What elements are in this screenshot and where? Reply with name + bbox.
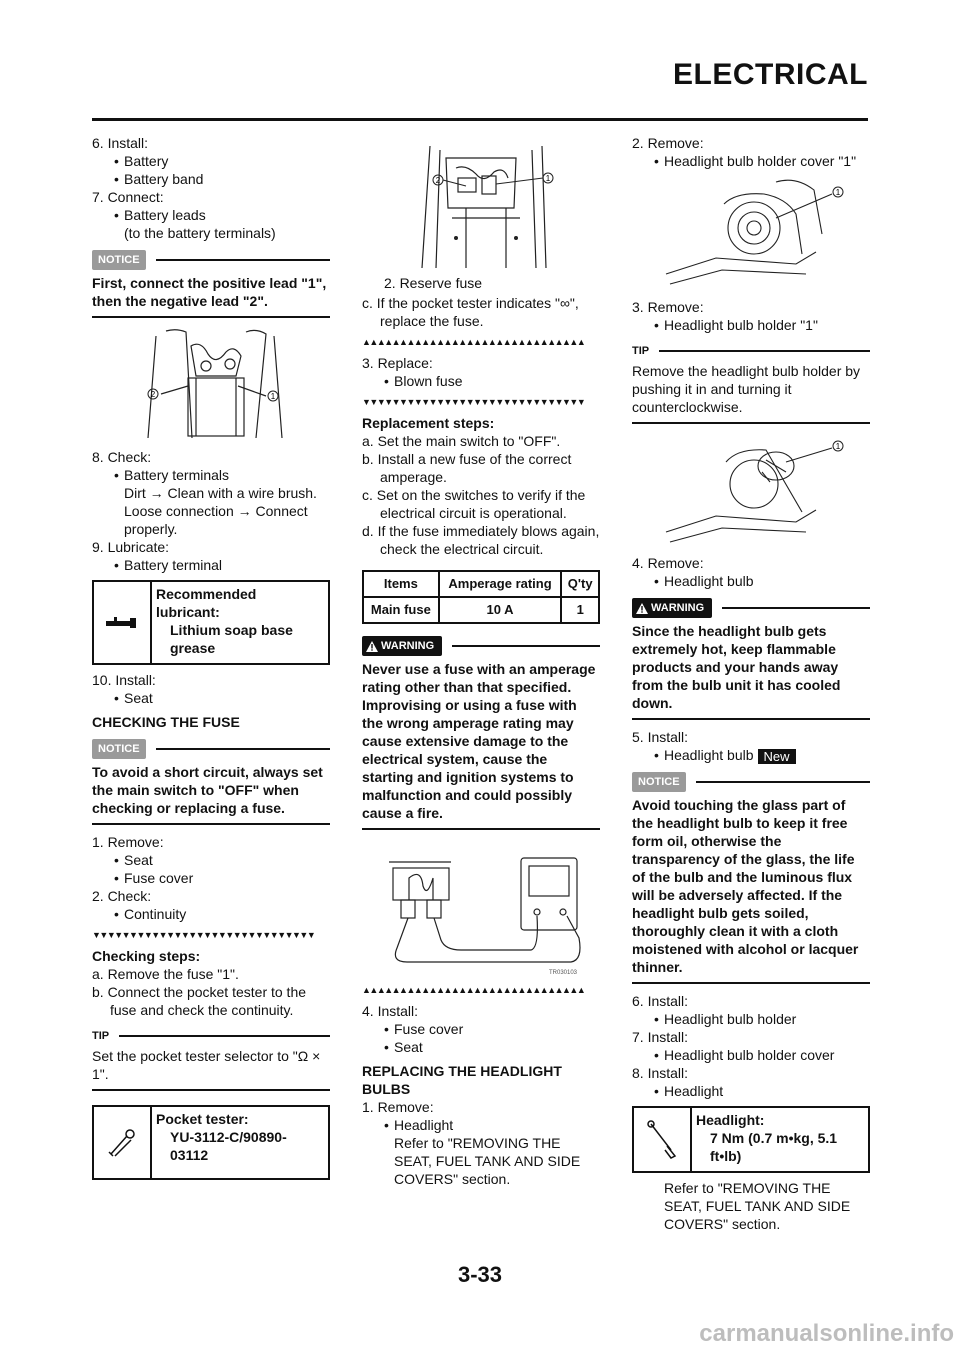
triangle-divider-up: ▲▲▲▲▲▲▲▲▲▲▲▲▲▲▲▲▲▲▲▲▲▲▲▲▲▲▲▲▲▲ bbox=[362, 985, 585, 995]
spec-title: Recommended lubricant: bbox=[156, 586, 257, 620]
step-1: 1. Remove: bbox=[92, 834, 164, 850]
headlight-cover-figure bbox=[646, 174, 856, 294]
step-7: 7. Install: bbox=[632, 1029, 689, 1045]
list-item: • Battery leads bbox=[92, 206, 330, 224]
list-sub: Dirt → Clean with a wire brush. bbox=[124, 485, 317, 501]
notice-text: To avoid a short circuit, always set the main switch to "OFF" when checking or replacing a fuse. bbox=[92, 759, 330, 825]
table-header: Items bbox=[363, 571, 439, 597]
triangle-divider-up: ▲▲▲▲▲▲▲▲▲▲▲▲▲▲▲▲▲▲▲▲▲▲▲▲▲▲▲▲▲▲ bbox=[362, 337, 585, 347]
pocket-tester-icon bbox=[94, 1107, 152, 1178]
spec-value: 7 Nm (0.7 m•kg, 5.1 ft•lb) bbox=[710, 1130, 838, 1164]
fuse-table bbox=[362, 570, 600, 624]
figure-label: 2 bbox=[150, 390, 156, 399]
triangle-divider-down: ▼▼▼▼▼▼▼▼▼▼▼▼▼▼▼▼▼▼▼▼▼▼▼▼▼▼▼▼▼▼ bbox=[362, 397, 585, 407]
notice-header bbox=[632, 772, 870, 792]
column-middle bbox=[362, 134, 600, 1188]
step-5: 5. Install: bbox=[632, 729, 689, 745]
fuse-continuity-figure bbox=[371, 838, 591, 978]
list-item: • Headlight bulb holder cover bbox=[632, 1046, 870, 1064]
step-6: 6. Install: bbox=[92, 135, 149, 151]
replacement-steps-heading: Replacement steps: bbox=[362, 415, 495, 431]
list-item: • Fuse cover bbox=[362, 1020, 600, 1038]
headlight-holder-figure bbox=[646, 432, 856, 550]
spec-title: Pocket tester: bbox=[156, 1111, 249, 1127]
list-item: • Blown fuse bbox=[362, 372, 600, 390]
page-header-title: ELECTRICAL bbox=[673, 58, 868, 91]
step-2: 2. Remove: bbox=[632, 135, 704, 151]
table-row bbox=[363, 597, 599, 623]
fuse-location-figure bbox=[396, 138, 566, 270]
list-item: • Headlight bulb holder "1" bbox=[632, 316, 870, 334]
torque-wrench-icon bbox=[634, 1108, 692, 1171]
figure-label: 1 bbox=[545, 174, 551, 183]
list-item: • Headlight bbox=[632, 1082, 870, 1100]
list-item: • Continuity bbox=[92, 905, 330, 923]
list-item: • Headlight bulb New bbox=[632, 746, 870, 764]
list-item: • Battery bbox=[92, 152, 330, 170]
list-item: • Seat bbox=[92, 851, 330, 869]
list-item: • Headlight bulb holder bbox=[632, 1010, 870, 1028]
table-header: Amperage rating bbox=[439, 571, 562, 597]
figure-label: 1 bbox=[835, 442, 841, 451]
warning-text: Never use a fuse with an amperage rating other than that specified. Improvising or using a fuse with the wrong amperage rating may cause extensive damage to the electrical system, cause the starting and ignition systems to malfunction and could possibly cause a fire. bbox=[362, 656, 600, 830]
list-item: • Battery terminals bbox=[92, 466, 330, 484]
list-item: • Battery terminal bbox=[92, 556, 330, 574]
step-3: 3. Replace: bbox=[362, 355, 433, 371]
spec-value: Lithium soap base grease bbox=[170, 622, 293, 656]
step-3: 3. Remove: bbox=[632, 299, 704, 315]
step-6: 6. Install: bbox=[632, 993, 689, 1009]
page-number: 3-33 bbox=[457, 1262, 503, 1287]
list-item: • Headlight bulb bbox=[632, 572, 870, 590]
step-4: 4. Remove: bbox=[632, 555, 704, 571]
notice-badge: NOTICE bbox=[92, 739, 146, 759]
torque-spec-box bbox=[632, 1106, 870, 1173]
list-sub: (to the battery terminals) bbox=[124, 225, 276, 241]
tip-label: TIP bbox=[92, 1030, 110, 1042]
tip-label: TIP bbox=[632, 345, 650, 357]
step-9: 9. Lubricate: bbox=[92, 539, 170, 555]
step-1: 1. Remove: bbox=[362, 1099, 434, 1115]
rep-step-b: b. Install a new fuse of the correct amperage. bbox=[362, 451, 572, 485]
list-item: • Battery band bbox=[92, 170, 330, 188]
tip-text: Remove the headlight bulb holder by pushing it in and turning it counterclockwise. bbox=[632, 360, 870, 424]
header-rule bbox=[92, 118, 868, 121]
lubricant-spec-box bbox=[92, 580, 330, 665]
step-4: 4. Install: bbox=[362, 1003, 419, 1019]
check-step-c: c. If the pocket tester indicates "∞", replace the fuse. bbox=[362, 295, 579, 329]
tip-header bbox=[632, 342, 870, 360]
warning-text: Since the headlight bulb gets extremely hot, keep flammable products and your hands away from the bulb unit it has cooled down. bbox=[632, 618, 870, 720]
warning-triangle-icon bbox=[636, 603, 648, 614]
warning-badge: WARNING bbox=[632, 598, 712, 618]
figure-label: 1 bbox=[270, 392, 276, 401]
spec-title: Headlight: bbox=[696, 1112, 765, 1128]
new-badge: New bbox=[758, 749, 796, 764]
figure-code: TR030103 bbox=[549, 970, 578, 976]
list-item: • Fuse cover bbox=[92, 869, 330, 887]
grease-gun-icon bbox=[94, 582, 152, 663]
notice-text: First, connect the positive lead "1", then the negative lead "2". bbox=[92, 270, 330, 318]
check-step-a: a. Remove the fuse "1". bbox=[92, 966, 239, 982]
list-item: • Seat bbox=[362, 1038, 600, 1056]
list-sub: Loose connection → Connect properly. bbox=[124, 503, 308, 537]
battery-figure bbox=[126, 326, 296, 444]
figure-label: 1 bbox=[835, 188, 841, 197]
spec-value: YU-3112-C/90890-03112 bbox=[170, 1129, 287, 1163]
notice-badge: NOTICE bbox=[92, 250, 146, 270]
step-7: 7. Connect: bbox=[92, 189, 164, 205]
figure-caption: 2. Reserve fuse bbox=[384, 275, 483, 291]
rep-step-a: a. Set the main switch to "OFF". bbox=[362, 433, 561, 449]
step-10: 10. Install: bbox=[92, 672, 156, 688]
check-step-b: b. Connect the pocket tester to the fuse and check the continuity. bbox=[92, 984, 307, 1018]
warning-triangle-icon bbox=[366, 641, 378, 652]
list-item: • Headlight bulb holder cover "1" bbox=[632, 152, 870, 170]
footer-watermark-url[interactable]: carmanualsonline.info bbox=[699, 1320, 954, 1347]
table-cell: 1 bbox=[561, 597, 599, 623]
notice-header bbox=[92, 250, 330, 270]
step-8: 8. Install: bbox=[632, 1065, 689, 1081]
section-heading: CHECKING THE FUSE bbox=[92, 714, 240, 730]
list-item: • Seat bbox=[92, 689, 330, 707]
list-sub: Refer to "REMOVING THE SEAT, FUEL TANK AND SIDE COVERS" section. bbox=[394, 1135, 581, 1187]
table-cell: Main fuse bbox=[363, 597, 439, 623]
checking-steps-heading: Checking steps: bbox=[92, 948, 201, 964]
step-8: 8. Check: bbox=[92, 449, 152, 465]
table-cell: 10 A bbox=[439, 597, 562, 623]
tip-header bbox=[92, 1027, 330, 1045]
notice-badge: NOTICE bbox=[632, 772, 686, 792]
column-right bbox=[632, 134, 870, 1233]
section-heading: REPLACING THE HEADLIGHT BULBS bbox=[362, 1063, 562, 1097]
list-sub: Refer to "REMOVING THE SEAT, FUEL TANK AND SIDE COVERS" section. bbox=[664, 1180, 851, 1232]
warning-header bbox=[632, 598, 870, 618]
tester-spec-box bbox=[92, 1105, 330, 1180]
warning-header bbox=[362, 636, 600, 656]
notice-text: Avoid touching the glass part of the headlight bulb to keep it free form oil, otherwise the transparency of the glass, the life of the bulb and the luminous flux will be adversely affected. If the headlight bulb gets soiled, thoroughly clean it with a cloth moistened with alcohol or lacquer thinner. bbox=[632, 792, 870, 984]
figure-label: 2 bbox=[435, 176, 441, 185]
table-header-row bbox=[363, 571, 599, 597]
warning-badge: WARNING bbox=[362, 636, 442, 656]
rep-step-c: c. Set on the switches to verify if the electrical circuit is operational. bbox=[362, 487, 586, 521]
rep-step-d: d. If the fuse immediately blows again, check the electrical circuit. bbox=[362, 523, 600, 557]
notice-header bbox=[92, 739, 330, 759]
list-item: • Headlight bbox=[362, 1116, 600, 1134]
table-header: Q'ty bbox=[561, 571, 599, 597]
tip-text: Set the pocket tester selector to "Ω × 1". bbox=[92, 1045, 330, 1091]
triangle-divider-down: ▼▼▼▼▼▼▼▼▼▼▼▼▼▼▼▼▼▼▼▼▼▼▼▼▼▼▼▼▼▼ bbox=[92, 930, 315, 940]
step-2: 2. Check: bbox=[92, 888, 152, 904]
column-left bbox=[92, 134, 330, 1186]
